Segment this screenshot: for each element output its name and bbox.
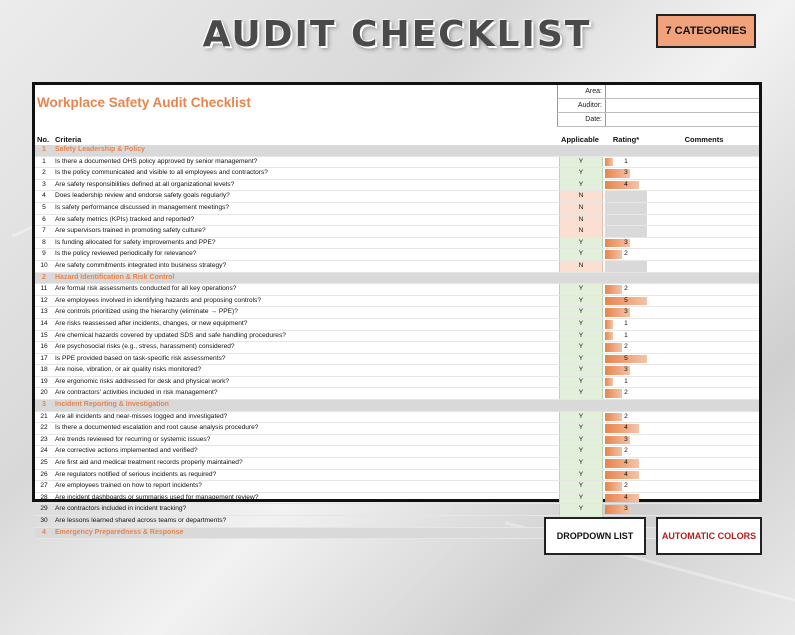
applicable-dropdown[interactable]: Y — [559, 331, 603, 342]
rating-cell[interactable] — [605, 435, 647, 446]
rating-cell[interactable] — [605, 226, 647, 237]
applicable-dropdown[interactable]: Y — [559, 423, 603, 434]
criteria-text: Are regulators notified of serious incidents as required? — [55, 470, 217, 478]
applicable-dropdown[interactable]: Y — [559, 249, 603, 260]
row-number: 2 — [42, 169, 46, 177]
rating-cell[interactable] — [605, 157, 647, 168]
criteria-text: Is the policy reviewed periodically for relevance? — [55, 250, 197, 258]
comments-cell[interactable] — [651, 412, 757, 423]
rating-value: 2 — [624, 250, 628, 258]
applicable-dropdown[interactable]: Y — [559, 446, 603, 457]
table-row — [35, 168, 759, 180]
row-number: 11 — [40, 285, 48, 293]
comments-cell[interactable] — [651, 504, 757, 515]
category-number: 3 — [42, 401, 46, 409]
criteria-text: Is PPE provided based on task-specific risk assessments? — [55, 354, 226, 362]
rating-cell[interactable] — [605, 354, 647, 365]
criteria-text: Are contractors included in incident tracking? — [55, 505, 187, 513]
row-number: 5 — [42, 203, 46, 211]
criteria-text: Is funding allocated for safety improvements and PPE? — [55, 238, 216, 246]
rating-cell[interactable] — [605, 191, 647, 202]
row-number: 9 — [42, 250, 46, 258]
rating-cell[interactable] — [605, 423, 647, 434]
criteria-text: Is the policy communicated and visible to all employees and contractors? — [55, 169, 268, 177]
applicable-dropdown[interactable]: Y — [559, 377, 603, 388]
column-headers — [35, 135, 759, 145]
col-rating: Rating* — [612, 135, 640, 144]
rating-cell[interactable] — [605, 504, 647, 515]
criteria-text: Are psychosocial risks (e.g., stress, harassment) considered? — [55, 343, 235, 351]
row-number: 19 — [40, 377, 48, 385]
category-label: Incident Reporting & Investigation — [55, 401, 169, 409]
rating-value: 4 — [624, 459, 628, 467]
comments-cell[interactable] — [651, 481, 757, 492]
table-row — [35, 284, 759, 296]
applicable-dropdown[interactable]: Y — [559, 307, 603, 318]
automatic-colors-button[interactable]: AUTOMATIC COLORS — [656, 517, 762, 555]
rating-cell[interactable] — [605, 342, 647, 353]
rating-value: 1 — [624, 331, 628, 339]
comments-cell[interactable] — [651, 284, 757, 295]
criteria-text: Are formal risk assessments conducted for all key operations? — [55, 285, 237, 293]
rating-cell[interactable] — [605, 284, 647, 295]
sheet-title: Workplace Safety Audit Checklist — [37, 95, 251, 110]
table-row — [35, 504, 759, 516]
criteria-text: Are safety responsibilities defined at all organizational levels? — [55, 180, 235, 188]
applicable-dropdown[interactable]: Y — [559, 342, 603, 353]
comments-cell[interactable] — [651, 319, 757, 330]
comments-cell[interactable] — [651, 470, 757, 481]
applicable-dropdown[interactable]: Y — [559, 412, 603, 423]
row-number: 27 — [40, 482, 48, 490]
rating-cell[interactable] — [605, 180, 647, 191]
table-row — [35, 331, 759, 343]
rating-cell[interactable] — [605, 388, 647, 399]
table-row — [35, 377, 759, 389]
comments-cell[interactable] — [651, 226, 757, 237]
criteria-text: Are supervisors trained in promoting safety culture? — [55, 227, 206, 235]
rating-value: 3 — [624, 238, 628, 246]
comments-cell[interactable] — [651, 458, 757, 469]
table-row — [35, 215, 759, 227]
category-label: Safety Leadership & Policy — [55, 146, 145, 153]
table-row — [35, 203, 759, 215]
criteria-text: Are lessons learned shared across teams or departments? — [55, 517, 227, 524]
criteria-text: Is there a documented escalation and root cause analysis procedure? — [55, 424, 259, 432]
comments-cell[interactable] — [651, 157, 757, 168]
comments-cell[interactable] — [651, 388, 757, 399]
criteria-text: Are risks reassessed after incidents, changes, or new equipment? — [55, 319, 248, 327]
category-row — [35, 273, 759, 285]
comments-cell[interactable] — [651, 180, 757, 191]
rating-cell[interactable] — [605, 331, 647, 342]
rating-value: 2 — [624, 482, 628, 490]
row-number: 16 — [40, 343, 48, 351]
rating-cell[interactable] — [605, 446, 647, 457]
comments-cell[interactable] — [651, 168, 757, 179]
comments-cell[interactable] — [651, 307, 757, 318]
table-row — [35, 307, 759, 319]
applicable-dropdown[interactable]: Y — [559, 365, 603, 376]
table-row — [35, 296, 759, 308]
table-row — [35, 412, 759, 424]
criteria-text: Are employees trained on how to report incidents? — [55, 482, 202, 490]
rating-value: 3 — [624, 505, 628, 513]
rating-cell[interactable] — [605, 470, 647, 481]
col-no: No. — [37, 135, 50, 144]
rating-value: 2 — [624, 412, 628, 420]
rating-value: 5 — [624, 354, 628, 362]
rating-value: 3 — [624, 169, 628, 177]
table-row — [35, 458, 759, 470]
criteria-text: Are trends reviewed for recurring or systemic issues? — [55, 435, 211, 443]
comments-cell[interactable] — [651, 249, 757, 260]
table-row — [35, 388, 759, 400]
applicable-dropdown[interactable]: Y — [559, 354, 603, 365]
criteria-text: Are corrective actions implemented and verified? — [55, 447, 198, 455]
rating-value: 2 — [624, 343, 628, 351]
category-number: 2 — [42, 273, 46, 281]
category-row — [35, 528, 759, 540]
row-number: 26 — [40, 470, 48, 478]
row-number: 23 — [40, 435, 48, 443]
table-row — [35, 180, 759, 192]
table-row — [35, 261, 759, 273]
comments-cell[interactable] — [651, 377, 757, 388]
applicable-dropdown[interactable]: Y — [559, 458, 603, 469]
rating-cell[interactable] — [605, 238, 647, 249]
table-row — [35, 319, 759, 331]
auditor-input[interactable] — [605, 99, 759, 112]
rating-value: 3 — [624, 366, 628, 374]
comments-cell[interactable] — [651, 261, 757, 272]
rating-cell[interactable] — [605, 481, 647, 492]
row-number: 21 — [40, 412, 48, 420]
criteria-text: Are safety commitments integrated into business strategy? — [55, 261, 227, 269]
rating-cell[interactable] — [605, 215, 647, 226]
comments-cell[interactable] — [651, 238, 757, 249]
row-number: 1 — [42, 157, 46, 165]
applicable-dropdown[interactable]: Y — [559, 388, 603, 399]
applicable-dropdown[interactable]: Y — [559, 481, 603, 492]
applicable-dropdown[interactable]: Y — [559, 319, 603, 330]
row-number: 25 — [40, 459, 48, 467]
rating-value: 1 — [624, 319, 628, 327]
comments-cell[interactable] — [651, 342, 757, 353]
rating-cell[interactable] — [605, 365, 647, 376]
area-label: Area: — [557, 85, 605, 98]
comments-cell[interactable] — [651, 191, 757, 202]
table-row — [35, 365, 759, 377]
criteria-text: Are incident dashboards or summaries used for management review? — [55, 493, 259, 501]
category-number: 1 — [42, 146, 46, 153]
row-number: 18 — [40, 366, 48, 374]
row-number: 24 — [40, 447, 48, 455]
table-row — [35, 354, 759, 366]
criteria-text: Is safety performance discussed in management meetings? — [55, 203, 230, 211]
comments-cell[interactable] — [651, 296, 757, 307]
table-row — [35, 226, 759, 238]
comments-cell[interactable] — [651, 493, 757, 504]
auditor-row — [557, 99, 759, 113]
table-row — [35, 191, 759, 203]
row-number: 12 — [40, 296, 48, 304]
criteria-text: Are contractors' activities included in risk management? — [55, 389, 218, 397]
date-input[interactable] — [605, 113, 759, 126]
row-number: 30 — [40, 517, 48, 524]
rating-cell[interactable] — [605, 261, 647, 272]
comments-cell[interactable] — [651, 203, 757, 214]
area-input[interactable] — [605, 85, 759, 98]
table-row — [35, 238, 759, 250]
dropdown-list-button[interactable]: DROPDOWN LIST — [544, 517, 646, 555]
rating-cell[interactable] — [605, 296, 647, 307]
rating-cell[interactable] — [605, 319, 647, 330]
row-number: 20 — [40, 389, 48, 397]
criteria-text: Are safety metrics (KPIs) tracked and reported? — [55, 215, 195, 223]
criteria-text: Does leadership review and endorse safety goals regularly? — [55, 192, 230, 200]
comments-cell[interactable] — [651, 354, 757, 365]
sheet-header — [35, 85, 759, 127]
table-row — [35, 435, 759, 447]
category-label: Emergency Preparedness & Response — [55, 528, 184, 536]
table-row — [35, 423, 759, 435]
rating-cell[interactable] — [605, 458, 647, 469]
row-number: 4 — [42, 192, 46, 200]
row-number: 10 — [40, 261, 48, 269]
row-number: 8 — [42, 238, 46, 246]
table-row — [35, 481, 759, 493]
criteria-text: Are employees involved in identifying hazards and proposing controls? — [55, 296, 261, 304]
criteria-text: Are all incidents and near-misses logged and investigated? — [55, 412, 228, 420]
table-row — [35, 157, 759, 169]
category-row — [35, 145, 759, 157]
comments-cell[interactable] — [651, 423, 757, 434]
date-label: Date: — [557, 113, 605, 126]
rating-cell[interactable] — [605, 249, 647, 260]
rating-value: 4 — [624, 180, 628, 188]
table-row — [35, 493, 759, 505]
applicable-dropdown[interactable]: Y — [559, 435, 603, 446]
table-row — [35, 470, 759, 482]
category-number: 4 — [42, 528, 46, 536]
criteria-text: Are noise, vibration, or air quality risks monitored? — [55, 366, 202, 374]
col-criteria: Criteria — [55, 135, 82, 144]
applicable-dropdown[interactable]: Y — [559, 296, 603, 307]
criteria-text: Are controls prioritized using the hierarchy (eliminate → PPE)? — [55, 308, 238, 316]
rating-value: 4 — [624, 470, 628, 478]
checklist-rows — [35, 145, 759, 539]
col-applicable: Applicable — [561, 135, 599, 144]
row-number: 14 — [40, 319, 48, 327]
rating-cell[interactable] — [605, 377, 647, 388]
rating-cell[interactable] — [605, 307, 647, 318]
applicable-dropdown[interactable]: Y — [559, 504, 603, 515]
rating-value: 1 — [624, 377, 628, 385]
rating-value: 4 — [624, 424, 628, 432]
rating-cell[interactable] — [605, 412, 647, 423]
page-title: AUDIT CHECKLIST — [202, 14, 592, 55]
row-number: 7 — [42, 227, 46, 235]
row-number: 17 — [40, 354, 48, 362]
criteria-text: Are chemical hazards covered by updated SDS and safe handling procedures? — [55, 331, 286, 339]
col-comments: Comments — [684, 135, 724, 144]
row-number: 29 — [40, 505, 48, 513]
comments-cell[interactable] — [651, 435, 757, 446]
auditor-label: Auditor: — [557, 99, 605, 112]
rating-value: 3 — [624, 308, 628, 316]
rating-value: 2 — [624, 447, 628, 455]
rating-value: 1 — [624, 157, 628, 165]
row-number: 15 — [40, 331, 48, 339]
applicable-dropdown[interactable]: Y — [559, 284, 603, 295]
rating-value: 2 — [624, 389, 628, 397]
comments-cell[interactable] — [651, 331, 757, 342]
applicable-dropdown[interactable]: N — [559, 203, 603, 214]
categories-badge: 7 CATEGORIES — [656, 14, 756, 48]
category-row — [35, 400, 759, 412]
applicable-dropdown[interactable]: Y — [559, 180, 603, 191]
meta-fields — [557, 85, 759, 127]
rating-cell[interactable] — [605, 493, 647, 504]
rating-value: 4 — [624, 493, 628, 501]
row-number: 3 — [42, 180, 46, 188]
table-row — [35, 342, 759, 354]
rating-value: 5 — [624, 296, 628, 304]
applicable-dropdown[interactable]: Y — [559, 470, 603, 481]
table-row — [35, 446, 759, 458]
applicable-dropdown[interactable]: Y — [559, 493, 603, 504]
rating-cell[interactable] — [605, 203, 647, 214]
comments-cell[interactable] — [651, 365, 757, 376]
rating-value: 2 — [624, 285, 628, 293]
area-row — [557, 85, 759, 99]
comments-cell[interactable] — [651, 446, 757, 457]
row-number: 28 — [40, 493, 48, 501]
category-label: Hazard Identification & Risk Control — [55, 273, 175, 281]
criteria-text: Is there a documented OHS policy approved by senior management? — [55, 157, 258, 165]
comments-cell[interactable] — [651, 215, 757, 226]
applicable-dropdown[interactable]: Y — [559, 157, 603, 168]
applicable-dropdown[interactable]: N — [559, 191, 603, 202]
applicable-dropdown[interactable]: Y — [559, 238, 603, 249]
criteria-text: Are first aid and medical treatment records properly maintained? — [55, 459, 243, 467]
applicable-dropdown[interactable]: N — [559, 226, 603, 237]
criteria-text: Are ergonomic risks addressed for desk and physical work? — [55, 377, 230, 385]
rating-cell[interactable] — [605, 168, 647, 179]
applicable-dropdown[interactable]: N — [559, 215, 603, 226]
row-number: 13 — [40, 308, 48, 316]
applicable-dropdown[interactable]: Y — [559, 168, 603, 179]
row-number: 6 — [42, 215, 46, 223]
rating-value: 3 — [624, 435, 628, 443]
applicable-dropdown[interactable]: N — [559, 261, 603, 272]
table-row — [35, 516, 759, 528]
row-number: 22 — [40, 424, 48, 432]
date-row — [557, 113, 759, 127]
table-row — [35, 249, 759, 261]
